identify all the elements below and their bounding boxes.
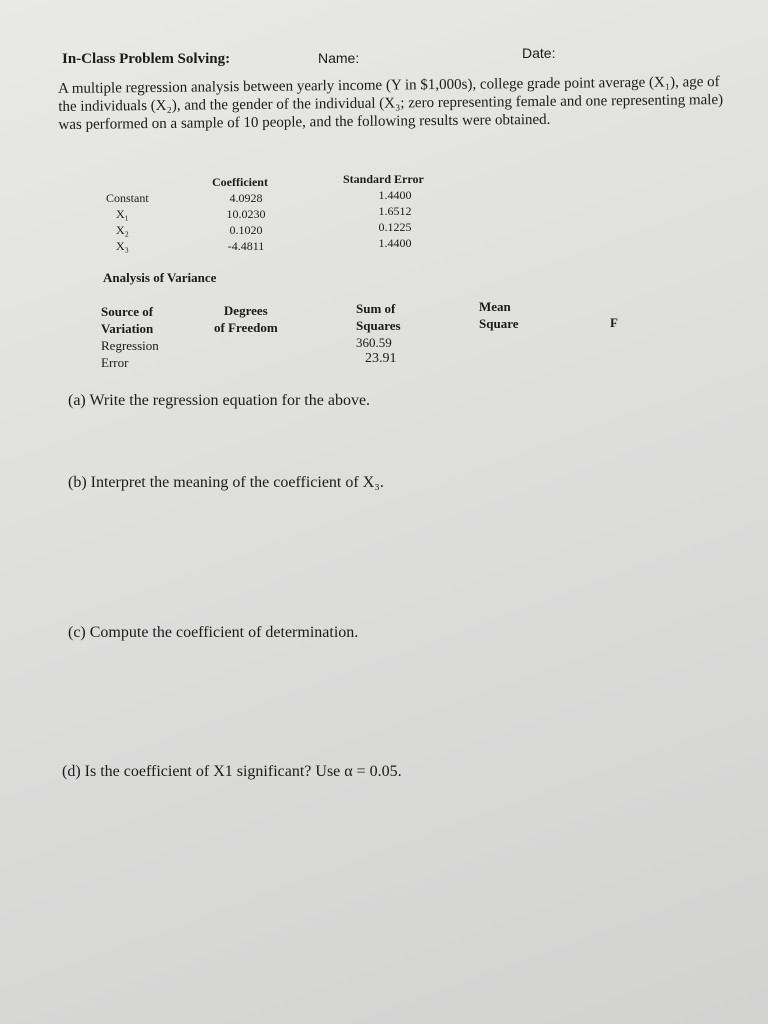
name-label: Name: [318,50,360,66]
header-source-1: Source of [101,304,154,319]
date-label: Date: [522,45,556,61]
anova-df-column [214,302,278,336]
coefficient-constant: 4.0928 [229,191,263,205]
se-x2: 0.1225 [378,220,412,234]
source-error: Error [101,355,129,370]
header-df-2: of Freedom [214,320,278,335]
header-ms-1: Mean [479,299,511,314]
anova-title: Analysis of Variance [103,270,217,285]
coefficient-values [218,190,274,254]
header-source-2: Variation [101,321,154,336]
se-x3: 1.4400 [378,236,412,250]
worksheet-title: In-Class Problem Solving: [62,51,231,67]
se-constant: 1.4400 [378,188,412,202]
coefficient-column-header: Coefficient [212,175,268,189]
coefficient-x2: 0.1020 [229,223,263,237]
header-ss-2: Squares [356,318,401,333]
anova-ss-column [356,300,401,351]
problem-statement: A multiple regression analysis between yearly income (Y in $1,000s), college grade point average (X₁), age of the individuals (X₂), and the gender of the individual (X₃; zero representing female and one representing male) was performed on a sample of 10 people, and the following results were obtained. [58,74,724,133]
source-regression: Regression [101,338,159,353]
se-x1: 1.6512 [378,204,412,218]
anova-source-column [101,303,159,371]
header-ss-1: Sum of [356,301,396,316]
ss-error: 23.91 [365,351,397,366]
coefficient-x3: -4.4811 [227,239,265,253]
row-label-constant: Constant [106,191,149,205]
row-label-x3: X₃ [116,239,129,253]
header-ms-2: Square [479,316,519,331]
question-c: (c) Compute the coefficient of determination. [68,624,359,641]
coefficient-row-labels [106,190,149,254]
coefficient-x1: 10.0230 [226,207,266,221]
ss-regression: 360.59 [356,335,392,350]
standard-error-values [368,187,422,251]
row-label-x2: X₂ [116,223,129,237]
header-f: F [610,315,618,330]
question-a: (a) Write the regression equation for the above. [68,392,371,409]
question-d: (d) Is the coefficient of X1 significant? Use α = 0.05. [62,763,402,780]
header-df-1: Degrees [223,303,268,318]
row-label-x1: X₁ [116,207,129,221]
anova-ms-column [479,298,519,332]
question-b: (b) Interpret the meaning of the coefficient of X₃. [68,474,384,491]
standard-error-column-header: Standard Error [343,172,424,186]
